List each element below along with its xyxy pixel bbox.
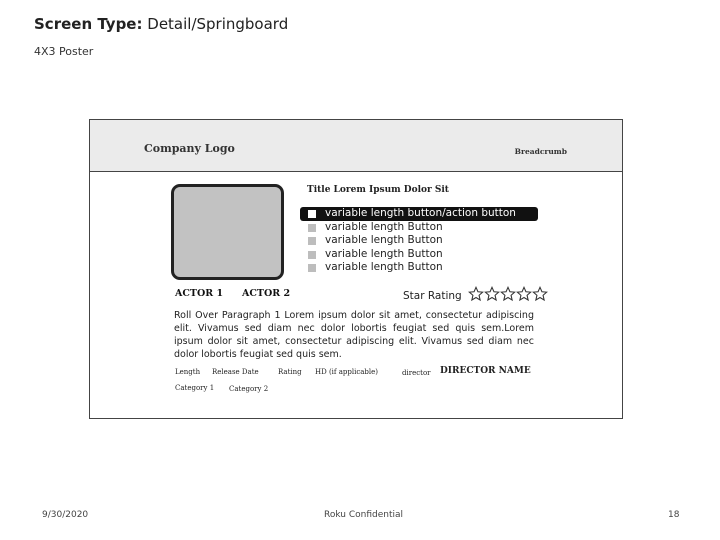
breadcrumb: Breadcrumb <box>514 147 567 156</box>
action-button-label: variable length Button <box>325 220 443 233</box>
description-paragraph: Roll Over Paragraph 1 Lorem ipsum dolor sit amet, consectetur adipiscing elit. Vivamus sed diam nec dolor lobortis feugiat sed quis sem.Lorem ipsum dolor sit amet, consectetur adipiscing elit. Vivamus sed diam nec dolor lobortis feugiat sed quis sem. <box>174 310 534 360</box>
button-bullet-icon <box>308 251 316 259</box>
action-button-4[interactable] <box>300 248 538 262</box>
meta-length: Length <box>175 368 201 376</box>
company-logo: Company Logo <box>144 142 235 155</box>
star-icon <box>468 286 484 302</box>
action-button-label: variable length button/action button <box>325 207 516 219</box>
meta-rating: Rating <box>278 368 302 376</box>
actor-1: ACTOR 1 <box>175 288 224 299</box>
footer-confidential: Roku Confidential <box>324 510 404 520</box>
button-bullet-icon <box>308 224 316 232</box>
action-button-label: variable length Button <box>325 234 443 247</box>
header-bar <box>90 120 622 172</box>
button-bullet-icon <box>308 237 316 245</box>
action-button-3[interactable] <box>300 234 538 248</box>
meta-hd: HD (if applicable) <box>315 368 379 376</box>
footer-page-number: 18 <box>668 510 680 520</box>
star-icon <box>500 286 516 302</box>
content-title: Title Lorem Ipsum Dolor Sit <box>307 185 449 195</box>
action-button-5[interactable] <box>300 261 538 275</box>
meta-category-1: Category 1 <box>175 384 215 392</box>
meta-category-2: Category 2 <box>229 385 269 393</box>
tv-screen-frame <box>89 119 623 419</box>
meta-release-date: Release Date <box>212 368 259 376</box>
screen-type-value: Detail/Springboard <box>147 15 289 33</box>
screen-type-label: Screen Type: <box>34 15 143 33</box>
button-bullet-icon <box>308 210 316 218</box>
star-icon <box>516 286 532 302</box>
button-bullet-icon <box>308 264 316 272</box>
star-rating-label: Star Rating <box>403 290 462 302</box>
star-icon <box>484 286 500 302</box>
meta-director-label: director <box>402 369 431 377</box>
poster-image <box>171 184 284 280</box>
screen-type-heading <box>34 15 288 33</box>
star-icon <box>532 286 548 302</box>
footer-date: 9/30/2020 <box>42 510 89 520</box>
meta-director-name: DIRECTOR NAME <box>440 366 531 376</box>
star-rating <box>468 286 548 302</box>
action-button-label: variable length Button <box>325 261 443 274</box>
action-button-1[interactable] <box>300 207 538 221</box>
action-button-label: variable length Button <box>325 247 443 260</box>
slide-subtitle: 4X3 Poster <box>34 45 94 58</box>
action-button-2[interactable] <box>300 221 538 235</box>
action-button-list <box>300 207 538 275</box>
actor-2: ACTOR 2 <box>242 288 291 299</box>
